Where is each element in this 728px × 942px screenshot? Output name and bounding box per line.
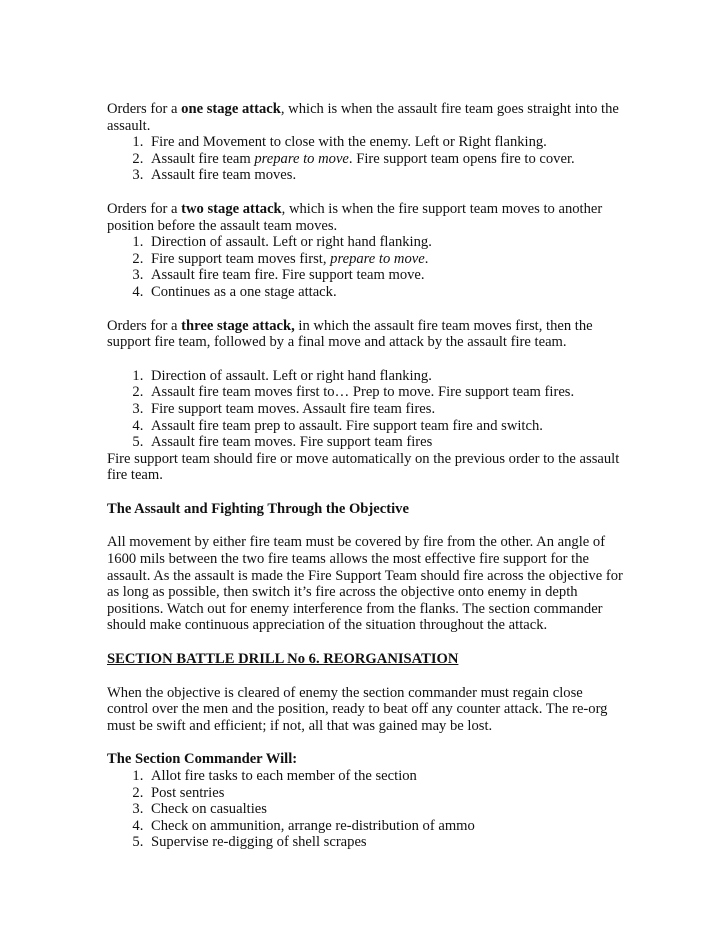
list-item: 1. Allot fire tasks to each member of the section [147, 768, 627, 785]
list-item: 2. Fire support team moves first, prepare to move. [147, 251, 627, 268]
one-stage-intro: Orders for a one stage attack, which is when the assault fire team goes straight into the assault. [107, 101, 619, 134]
list-item: 3. Assault fire team fire. Fire support team move. [147, 267, 627, 284]
list-item: 3. Check on casualties [147, 801, 627, 818]
list-item: 5. Assault fire team moves. Fire support team fires [147, 434, 627, 451]
document-body [107, 101, 627, 851]
assault-heading: The Assault and Fighting Through the Objective [107, 500, 409, 517]
list-item: 4. Continues as a one stage attack. [147, 284, 627, 301]
section-commander-heading: The Section Commander Will: [107, 751, 298, 768]
assault-paragraph: All movement by either fire team must be covered by fire from the other. An angle of 1600 mils between the two fire teams allows the most effective fire support for the assault. As the assault is made the Fire Support Team should fire across the objective for as long as possible, then switch it’s fire across the objective onto enemy in depth positions. Watch out for enemy interference from the flanks. The section commander should make continuous appreciation of the situation throughout the attack. [107, 534, 623, 634]
three-stage-term: three stage attack, [181, 317, 295, 334]
section-commander-list [107, 768, 627, 851]
two-stage-intro: Orders for a two stage attack, which is when the fire support team moves to another position before the assault team moves. [107, 200, 603, 234]
one-stage-term: one stage attack [181, 101, 281, 117]
list-item: 2. Post sentries [147, 785, 627, 802]
list-item: 3. Fire support team moves. Assault fire team fires. [147, 401, 627, 418]
two-stage-list [107, 234, 627, 300]
list-item: 4. Check on ammunition, arrange re-distribution of ammo [147, 818, 627, 835]
list-item: 2. Assault fire team prepare to move. Fire support team opens fire to cover. [147, 151, 627, 168]
list-item: 1. Direction of assault. Left or right hand flanking. [147, 234, 627, 251]
list-item: 3. Assault fire team moves. [147, 167, 627, 184]
list-item: 2. Assault fire team moves first to… Prep to move. Fire support team fires. [147, 384, 627, 401]
three-stage-note: Fire support team should fire or move automatically on the previous order to the assault fire team. [107, 450, 620, 484]
list-item: 4. Assault fire team prep to assault. Fire support team fire and switch. [147, 418, 627, 435]
two-stage-term: two stage attack [181, 200, 282, 217]
list-item: 1. Fire and Movement to close with the enemy. Left or Right flanking. [147, 134, 627, 151]
list-item: 5. Supervise re-digging of shell scrapes [147, 834, 627, 851]
list-item: 1. Direction of assault. Left or right hand flanking. [147, 368, 627, 385]
three-stage-list [107, 368, 627, 451]
battle-drill-heading: SECTION BATTLE DRILL No 6. REORGANISATION [107, 651, 459, 668]
three-stage-intro: Orders for a three stage attack, in which the assault fire team moves first, then the support fire team, followed by a final move and attack by the assault fire team. [107, 317, 593, 351]
reorganisation-paragraph: When the objective is cleared of enemy the section commander must regain close control over the men and the position, ready to beat off any counter attack. The re-org must be swift and efficient; if not, all that was gained may be lost. [107, 684, 608, 734]
one-stage-list [107, 134, 627, 184]
